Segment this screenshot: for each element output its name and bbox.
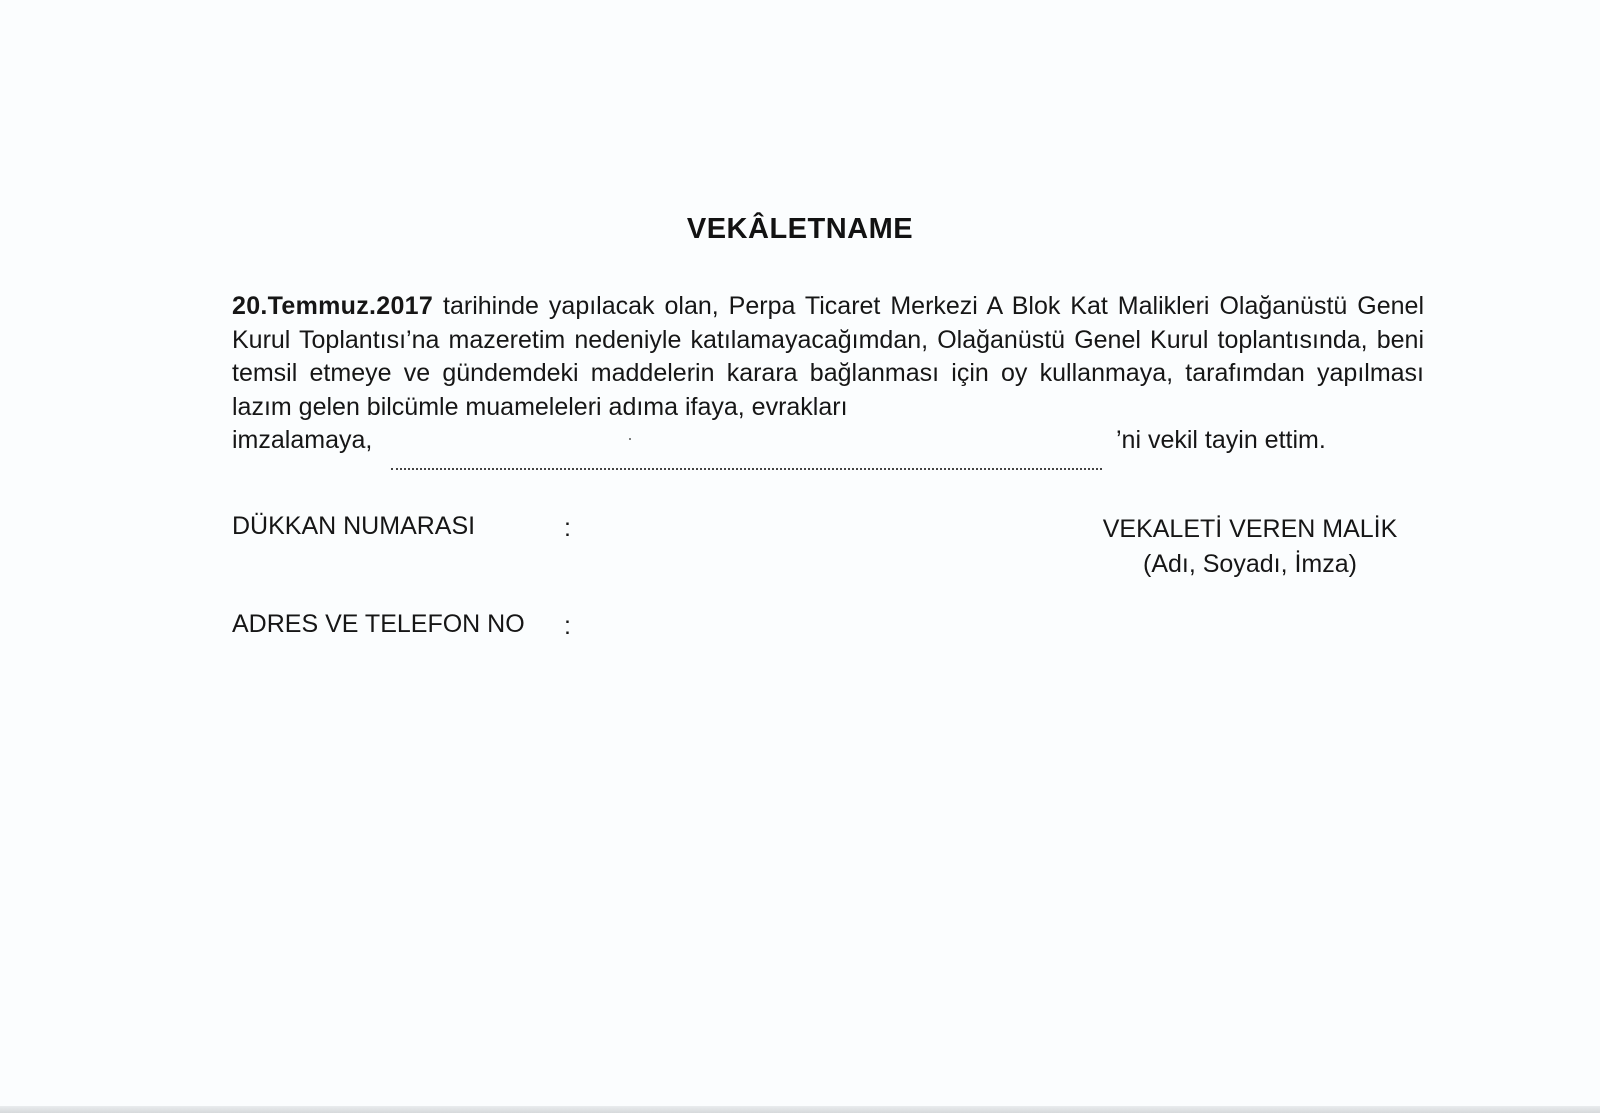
proxy-paragraph <box>232 290 1424 424</box>
scan-bottom-edge <box>0 1106 1600 1113</box>
paragraph-text: tarihinde yapılacak olan, Perpa Ticaret Merkezi A Blok Kat Malikleri Olağanüstü Genel Kurul Toplantısı’na mazeretim nedeniyle katılamayacağımdan, Olağanüstü Genel Kurul toplantısında, beni temsil etmeye ve gündemdeki maddelerin karara bağlanması için oy kullanmaya, tarafımdan yapılması lazım gelen bilcümle muameleleri adıma ifaya, evrakları <box>232 292 1424 421</box>
proxy-name-line <box>232 424 1424 474</box>
proxy-name-blank[interactable] <box>391 468 1102 470</box>
shop-number-colon: : <box>564 514 571 542</box>
last-line-tail: ’ni vekil tayin ettim. <box>1116 426 1326 454</box>
signature-block <box>1100 512 1400 582</box>
signature-title: VEKALETİ VEREN MALİK <box>1102 515 1398 543</box>
address-phone-colon: : <box>564 612 571 640</box>
signature-subtitle: (Adı, Soyadı, İmza) <box>1143 550 1357 578</box>
last-line-lead: imzalamaya, <box>232 426 373 454</box>
document-title: VEKÂLETNAME <box>686 213 914 245</box>
blank-mark <box>629 438 631 440</box>
shop-number-label: DÜKKAN NUMARASI <box>232 512 476 540</box>
meeting-date: 20.Temmuz.2017 <box>232 292 434 320</box>
address-phone-label: ADRES VE TELEFON NO <box>232 610 525 638</box>
